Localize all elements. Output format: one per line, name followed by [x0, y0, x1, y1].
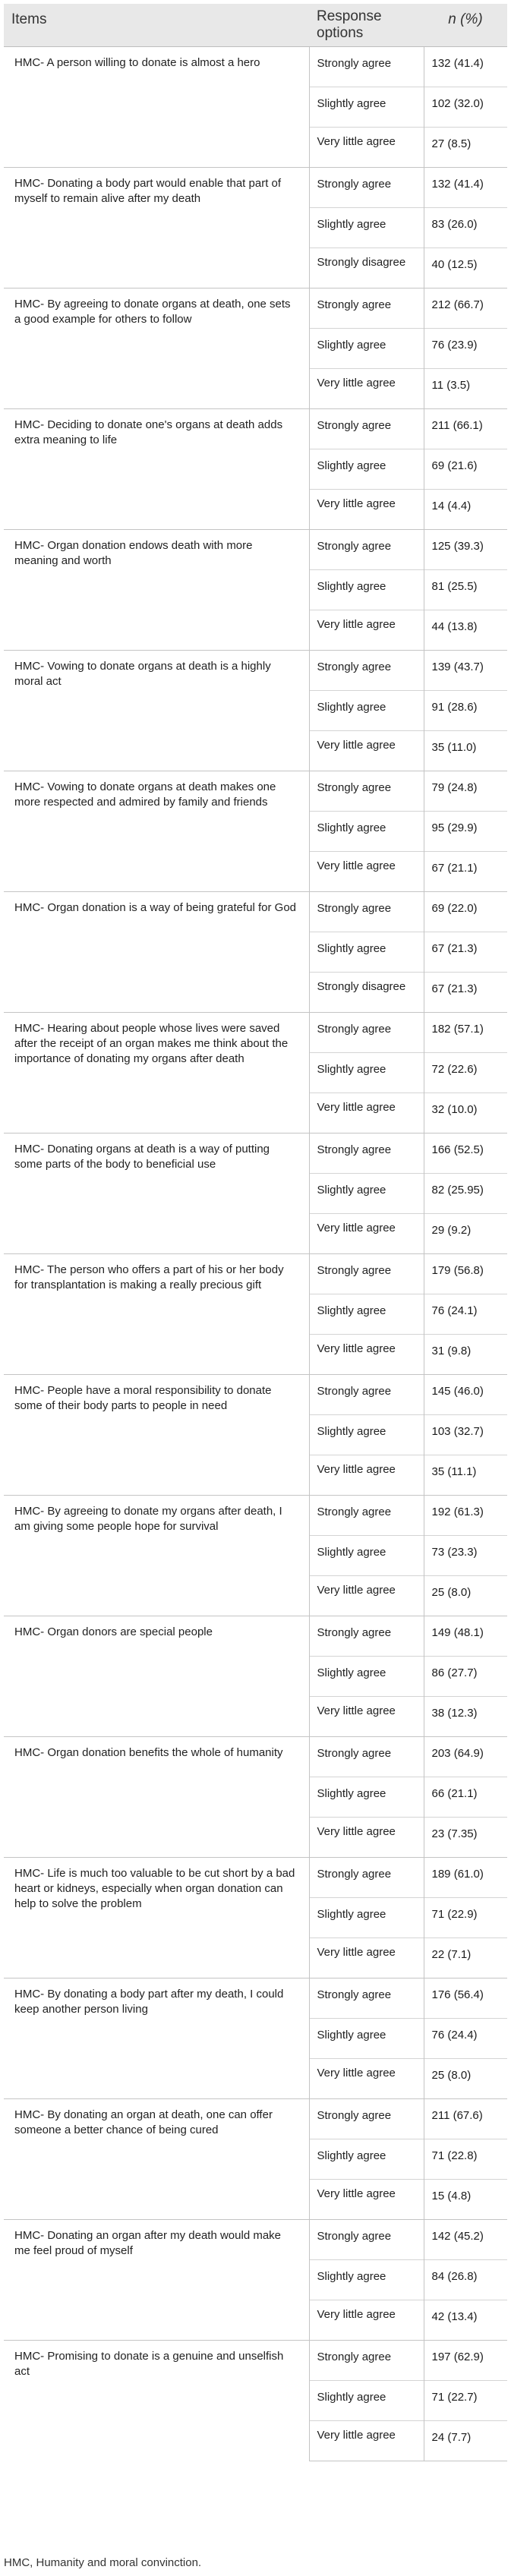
- item-text: HMC- Organ donation benefits the whole of humanity: [4, 1737, 309, 1858]
- response-option: Very little agree: [309, 128, 424, 168]
- count-percent: 95 (29.9): [424, 812, 507, 852]
- count-percent: 44 (13.8): [424, 610, 507, 651]
- count-percent: 83 (26.0): [424, 208, 507, 248]
- table-row: [4, 288, 507, 329]
- count-percent: 24 (7.7): [424, 2421, 507, 2461]
- count-percent: 79 (24.8): [424, 771, 507, 812]
- table-row: [4, 1737, 507, 1777]
- table-row: [4, 771, 507, 812]
- table-row: [4, 1134, 507, 1174]
- count-percent: 15 (4.8): [424, 2180, 507, 2220]
- item-text: HMC- People have a moral responsibility to donate some of their body parts to people in need: [4, 1375, 309, 1496]
- response-option: Very little agree: [309, 1938, 424, 1979]
- response-option: Slightly agree: [309, 1898, 424, 1938]
- response-option: Strongly agree: [309, 1737, 424, 1777]
- response-option: Slightly agree: [309, 87, 424, 128]
- table-row: [4, 2099, 507, 2139]
- response-option: Very little agree: [309, 1214, 424, 1254]
- count-percent: 71 (22.7): [424, 2381, 507, 2421]
- count-percent: 125 (39.3): [424, 530, 507, 570]
- response-option: Strongly disagree: [309, 973, 424, 1013]
- item-text: HMC- By agreeing to donate organs at death, one sets a good example for others to follow: [4, 288, 309, 409]
- response-option: Strongly agree: [309, 892, 424, 932]
- response-option: Slightly agree: [309, 2260, 424, 2300]
- count-percent: 145 (46.0): [424, 1375, 507, 1415]
- response-option: Very little agree: [309, 1093, 424, 1134]
- response-option: Slightly agree: [309, 1536, 424, 1576]
- response-option: Slightly agree: [309, 691, 424, 731]
- response-option: Slightly agree: [309, 1053, 424, 1093]
- count-percent: 76 (24.4): [424, 2019, 507, 2059]
- response-option: Very little agree: [309, 2300, 424, 2341]
- response-option: Slightly agree: [309, 932, 424, 973]
- response-option: Strongly agree: [309, 771, 424, 812]
- response-option: Strongly agree: [309, 1134, 424, 1174]
- response-option: Slightly agree: [309, 208, 424, 248]
- item-text: HMC- Life is much too valuable to be cut short by a bad heart or kidneys, especially when organ donation can help to solve the problem: [4, 1858, 309, 1979]
- survey-table: [4, 4, 507, 2461]
- count-percent: 166 (52.5): [424, 1134, 507, 1174]
- item-text: HMC- Hearing about people whose lives were saved after the receipt of an organ makes me think about the importance of donating my organs after death: [4, 1013, 309, 1134]
- table-row: [4, 651, 507, 691]
- response-option: Slightly agree: [309, 1174, 424, 1214]
- response-option: Very little agree: [309, 1455, 424, 1496]
- count-percent: 29 (9.2): [424, 1214, 507, 1254]
- response-option: Strongly agree: [309, 409, 424, 449]
- header-items: Items: [4, 4, 309, 47]
- response-option: Strongly agree: [309, 2099, 424, 2139]
- response-option: Strongly agree: [309, 168, 424, 208]
- response-option: Slightly agree: [309, 2019, 424, 2059]
- count-percent: 69 (22.0): [424, 892, 507, 932]
- response-option: Slightly agree: [309, 570, 424, 610]
- count-percent: 67 (21.1): [424, 852, 507, 892]
- item-text: HMC- By agreeing to donate my organs after death, I am giving some people hope for survival: [4, 1496, 309, 1616]
- count-percent: 69 (21.6): [424, 449, 507, 490]
- response-option: Slightly agree: [309, 2381, 424, 2421]
- response-option: Slightly agree: [309, 1294, 424, 1335]
- response-option: Very little agree: [309, 731, 424, 771]
- count-percent: 91 (28.6): [424, 691, 507, 731]
- count-percent: 211 (67.6): [424, 2099, 507, 2139]
- count-percent: 81 (25.5): [424, 570, 507, 610]
- response-option: Strongly agree: [309, 1013, 424, 1053]
- count-percent: 35 (11.0): [424, 731, 507, 771]
- item-text: HMC- Donating organs at death is a way of putting some parts of the body to beneficial use: [4, 1134, 309, 1254]
- table-row: [4, 409, 507, 449]
- table-row: [4, 892, 507, 932]
- count-percent: 86 (27.7): [424, 1657, 507, 1697]
- response-option: Slightly agree: [309, 329, 424, 369]
- count-percent: 67 (21.3): [424, 973, 507, 1013]
- table-row: [4, 1979, 507, 2019]
- response-option: Slightly agree: [309, 1657, 424, 1697]
- response-option: Very little agree: [309, 1335, 424, 1375]
- count-percent: 27 (8.5): [424, 128, 507, 168]
- table-row: [4, 1013, 507, 1053]
- response-option: Slightly agree: [309, 1415, 424, 1455]
- count-percent: 71 (22.9): [424, 1898, 507, 1938]
- table-row: [4, 168, 507, 208]
- table-row: [4, 47, 507, 87]
- count-percent: 11 (3.5): [424, 369, 507, 409]
- count-percent: 189 (61.0): [424, 1858, 507, 1898]
- table-row: [4, 1254, 507, 1294]
- table-footnote: HMC, Humanity and moral convinction.: [4, 2556, 202, 2569]
- response-option: Very little agree: [309, 852, 424, 892]
- response-option: Slightly agree: [309, 812, 424, 852]
- response-option: Strongly agree: [309, 2220, 424, 2260]
- table-row: [4, 1496, 507, 1536]
- response-option: Strongly agree: [309, 651, 424, 691]
- count-percent: 42 (13.4): [424, 2300, 507, 2341]
- table-row: [4, 1858, 507, 1898]
- count-percent: 38 (12.3): [424, 1697, 507, 1737]
- table-row: [4, 2220, 507, 2260]
- count-percent: 139 (43.7): [424, 651, 507, 691]
- response-option: Very little agree: [309, 1818, 424, 1858]
- count-percent: 31 (9.8): [424, 1335, 507, 1375]
- table-header-row: [4, 4, 507, 47]
- count-percent: 211 (66.1): [424, 409, 507, 449]
- count-percent: 176 (56.4): [424, 1979, 507, 2019]
- response-option: Strongly agree: [309, 530, 424, 570]
- response-option: Slightly agree: [309, 2139, 424, 2180]
- count-percent: 142 (45.2): [424, 2220, 507, 2260]
- item-text: HMC- By donating a body part after my death, I could keep another person living: [4, 1979, 309, 2099]
- count-percent: 25 (8.0): [424, 2059, 507, 2099]
- count-percent: 76 (23.9): [424, 329, 507, 369]
- count-percent: 132 (41.4): [424, 168, 507, 208]
- response-option: Strongly agree: [309, 1858, 424, 1898]
- count-percent: 102 (32.0): [424, 87, 507, 128]
- item-text: HMC- A person willing to donate is almost a hero: [4, 47, 309, 168]
- item-text: HMC- Vowing to donate organs at death is a highly moral act: [4, 651, 309, 771]
- response-option: Strongly agree: [309, 1375, 424, 1415]
- item-text: HMC- Promising to donate is a genuine and unselfish act: [4, 2341, 309, 2461]
- response-option: Strongly agree: [309, 1616, 424, 1657]
- table-row: [4, 1616, 507, 1657]
- item-text: HMC- Deciding to donate one's organs at death adds extra meaning to life: [4, 409, 309, 530]
- count-percent: 40 (12.5): [424, 248, 507, 288]
- count-percent: 35 (11.1): [424, 1455, 507, 1496]
- count-percent: 84 (26.8): [424, 2260, 507, 2300]
- count-percent: 73 (23.3): [424, 1536, 507, 1576]
- response-option: Slightly agree: [309, 449, 424, 490]
- count-percent: 67 (21.3): [424, 932, 507, 973]
- count-percent: 25 (8.0): [424, 1576, 507, 1616]
- table-body: [4, 47, 507, 2461]
- item-text: HMC- Organ donation is a way of being grateful for God: [4, 892, 309, 1013]
- response-option: Strongly disagree: [309, 248, 424, 288]
- table-row: [4, 530, 507, 570]
- count-percent: 14 (4.4): [424, 490, 507, 530]
- item-text: HMC- Vowing to donate organs at death makes one more respected and admired by family and friends: [4, 771, 309, 892]
- item-text: HMC- By donating an organ at death, one can offer someone a better chance of being cured: [4, 2099, 309, 2220]
- item-text: HMC- Donating a body part would enable that part of myself to remain alive after my death: [4, 168, 309, 288]
- response-option: Very little agree: [309, 1576, 424, 1616]
- count-percent: 179 (56.8): [424, 1254, 507, 1294]
- response-option: Strongly agree: [309, 47, 424, 87]
- response-option: Very little agree: [309, 490, 424, 530]
- count-percent: 71 (22.8): [424, 2139, 507, 2180]
- count-percent: 23 (7.35): [424, 1818, 507, 1858]
- count-percent: 132 (41.4): [424, 47, 507, 87]
- header-response-options: Response options: [309, 4, 424, 47]
- response-option: Strongly agree: [309, 1979, 424, 2019]
- response-option: Very little agree: [309, 2180, 424, 2220]
- response-option: Very little agree: [309, 1697, 424, 1737]
- response-option: Very little agree: [309, 610, 424, 651]
- count-percent: 192 (61.3): [424, 1496, 507, 1536]
- table-row: [4, 2341, 507, 2381]
- count-percent: 103 (32.7): [424, 1415, 507, 1455]
- table-row: [4, 1375, 507, 1415]
- response-option: Very little agree: [309, 369, 424, 409]
- response-option: Strongly agree: [309, 1496, 424, 1536]
- count-percent: 212 (66.7): [424, 288, 507, 329]
- count-percent: 182 (57.1): [424, 1013, 507, 1053]
- count-percent: 76 (24.1): [424, 1294, 507, 1335]
- response-option: Strongly agree: [309, 1254, 424, 1294]
- count-percent: 197 (62.9): [424, 2341, 507, 2381]
- item-text: HMC- The person who offers a part of his or her body for transplantation is making a really precious gift: [4, 1254, 309, 1375]
- count-percent: 66 (21.1): [424, 1777, 507, 1818]
- item-text: HMC- Organ donors are special people: [4, 1616, 309, 1737]
- count-percent: 203 (64.9): [424, 1737, 507, 1777]
- count-percent: 82 (25.95): [424, 1174, 507, 1214]
- response-option: Very little agree: [309, 2421, 424, 2461]
- response-option: Very little agree: [309, 2059, 424, 2099]
- item-text: HMC- Organ donation endows death with more meaning and worth: [4, 530, 309, 651]
- response-option: Strongly agree: [309, 2341, 424, 2381]
- response-option: Strongly agree: [309, 288, 424, 329]
- item-text: HMC- Donating an organ after my death would make me feel proud of myself: [4, 2220, 309, 2341]
- response-option: Slightly agree: [309, 1777, 424, 1818]
- count-percent: 22 (7.1): [424, 1938, 507, 1979]
- header-n-percent: n (%): [424, 4, 507, 47]
- count-percent: 72 (22.6): [424, 1053, 507, 1093]
- count-percent: 32 (10.0): [424, 1093, 507, 1134]
- count-percent: 149 (48.1): [424, 1616, 507, 1657]
